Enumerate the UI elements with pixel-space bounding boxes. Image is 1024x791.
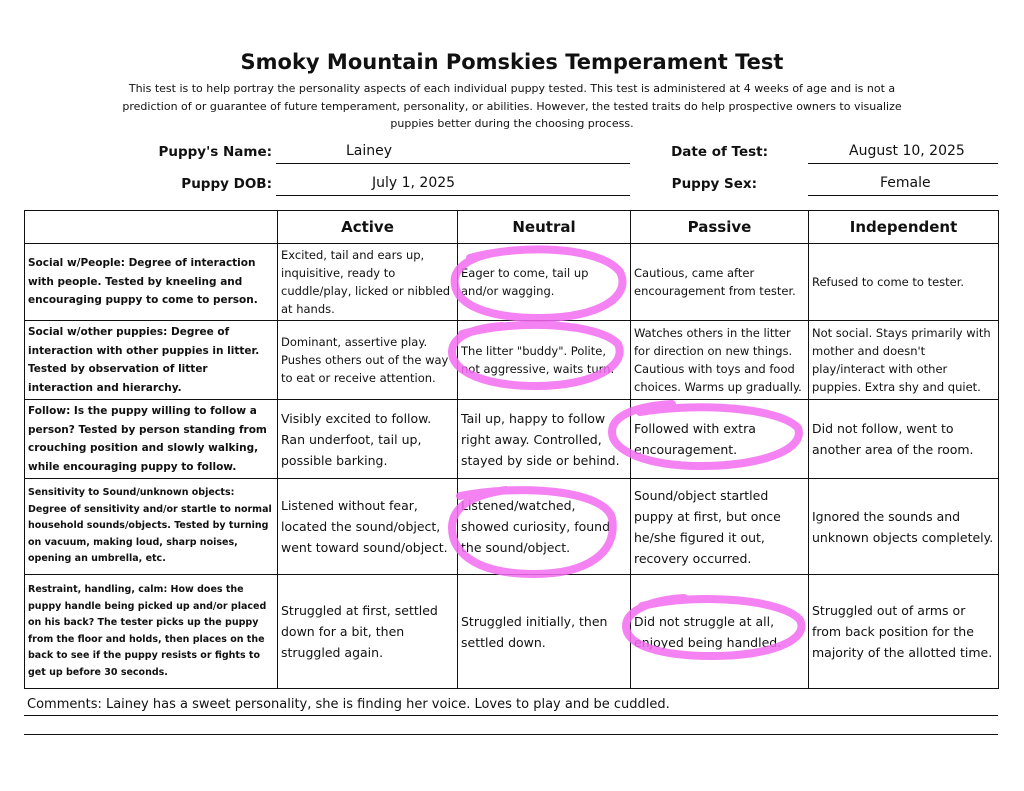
table-row <box>25 244 999 321</box>
puppy-dob-label: Puppy DOB: <box>181 176 272 192</box>
active-cell: Visibly excited to follow. Ran underfoot, tail up, possible barking. <box>278 400 458 479</box>
header-independent: Independent <box>809 211 999 244</box>
header-neutral: Neutral <box>458 211 631 244</box>
puppy-sex-label: Puppy Sex: <box>671 176 757 192</box>
criterion-cell: Sensitivity to Sound/unknown objects: Degree of sensitivity and/or startle to normal household sounds/objects. Tested by turning on vacuum, making loud, sharp noises, opening an umbrella, etc. <box>25 479 278 575</box>
criterion-cell: Social w/People: Degree of interaction with people. Tested by kneeling and encouraging puppy to come to person. <box>25 244 278 321</box>
table-row <box>25 479 999 575</box>
puppy-name-line <box>276 145 630 164</box>
temperament-table <box>24 210 999 689</box>
header-passive: Passive <box>631 211 809 244</box>
neutral-cell: Tail up, happy to follow right away. Controlled, stayed by side or behind. <box>458 400 631 479</box>
comments-line <box>24 715 998 716</box>
active-cell: Dominant, assertive play. Pushes others out of the way to eat or receive attention. <box>278 321 458 400</box>
intro-text: This test is to help portray the personality aspects of each individual puppy tested. This test is administered at 4 weeks of age and is not a prediction of or guarantee of future temperament, personality, or abilities. However, the tested traits do help prospective owners to visualize puppies better during the choosing process. <box>122 82 902 130</box>
independent-cell: Refused to come to tester. <box>809 244 999 321</box>
passive-cell: Cautious, came after encouragement from tester. <box>631 244 809 321</box>
independent-cell: Did not follow, went to another area of the room. <box>809 400 999 479</box>
table-row <box>25 400 999 479</box>
criterion-cell: Social w/other puppies: Degree of interaction with other puppies in litter. Tested by observation of litter interaction and hierarchy. <box>25 321 278 400</box>
comments-line-2 <box>24 734 998 735</box>
page-title: Smoky Mountain Pomskies Temperament Test <box>240 50 784 74</box>
puppy-sex-value: Female <box>880 175 931 191</box>
date-of-test-value: August 10, 2025 <box>849 143 965 159</box>
passive-cell: Followed with extra encouragement. <box>631 400 809 479</box>
neutral-cell: Struggled initially, then settled down. <box>458 575 631 689</box>
date-of-test-label: Date of Test: <box>671 144 768 160</box>
table-row <box>25 575 999 689</box>
independent-cell: Struggled out of arms or from back position for the majority of the allotted time. <box>809 575 999 689</box>
header-criteria <box>25 211 278 244</box>
neutral-cell: Eager to come, tail up and/or wagging. <box>458 244 631 321</box>
puppy-name-label: Puppy's Name: <box>158 144 272 160</box>
criterion-cell: Restraint, handling, calm: How does the puppy handle being picked up and/or placed on his back? The tester picks up the puppy from the floor and holds, then places on the back to see if the puppy resists or fights to get up before 30 seconds. <box>25 575 278 689</box>
neutral-cell: The litter "buddy". Polite, not aggressive, waits turn. <box>458 321 631 400</box>
passive-cell: Did not struggle at all, enjoyed being handled. <box>631 575 809 689</box>
neutral-cell: Listened/watched, showed curiosity, found the sound/object. <box>458 479 631 575</box>
independent-cell: Ignored the sounds and unknown objects completely. <box>809 479 999 575</box>
table-header-row <box>25 211 999 244</box>
passive-cell: Watches others in the litter for direction on new things. Cautious with toys and food choices. Warms up gradually. <box>631 321 809 400</box>
comments-text: Comments: Lainey has a sweet personality, she is finding her voice. Loves to play and be cuddled. <box>27 697 670 712</box>
active-cell: Excited, tail and ears up, inquisitive, ready to cuddle/play, licked or nibbled at hands. <box>278 244 458 321</box>
active-cell: Struggled at first, settled down for a bit, then struggled again. <box>278 575 458 689</box>
puppy-name-value: Lainey <box>346 143 393 159</box>
puppy-dob-value: July 1, 2025 <box>372 175 456 191</box>
active-cell: Listened without fear, located the sound/object, went toward sound/object. <box>278 479 458 575</box>
header-active: Active <box>278 211 458 244</box>
table-row <box>25 321 999 400</box>
criterion-cell: Follow: Is the puppy willing to follow a person? Tested by person standing from crouching position and slowly walking, while encouraging puppy to follow. <box>25 400 278 479</box>
independent-cell: Not social. Stays primarily with mother and doesn't play/interact with other puppies. Extra shy and quiet. <box>809 321 999 400</box>
passive-cell: Sound/object startled puppy at first, but once he/she figured it out, recovery occurred. <box>631 479 809 575</box>
